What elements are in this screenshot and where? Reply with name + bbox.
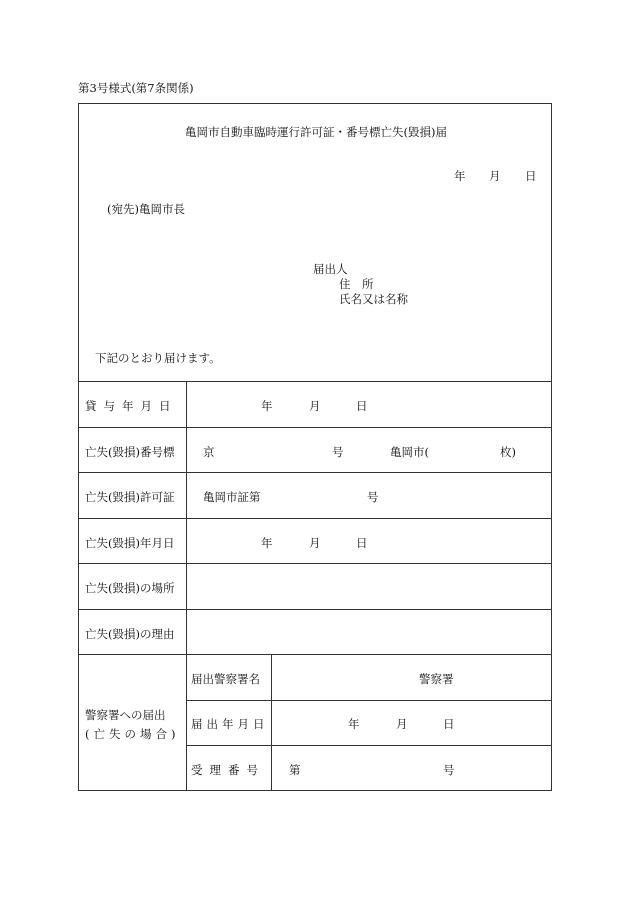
receipt-number-label: 受理番号 [191, 763, 265, 777]
row-divider [79, 381, 551, 382]
police-label-line1: 警察署への届出 [85, 708, 166, 722]
receipt-prefix: 第 [289, 763, 301, 777]
header-date-year: 年 [454, 169, 466, 183]
loss-date-year: 年 [261, 536, 273, 550]
address-label: 住 所 [339, 277, 374, 291]
statement-text: 下記のとおり届けます。 [95, 351, 221, 365]
police-station-label: 届出警察署名 [191, 672, 260, 686]
plate-prefix: 京 [203, 445, 215, 459]
plate-go: 号 [332, 445, 344, 459]
plate-count: 枚) [500, 445, 516, 459]
place-label: 亡失(毀損)の場所 [85, 581, 175, 595]
row-divider [79, 472, 551, 473]
police-station-value: 警察署 [419, 672, 454, 686]
permit-go: 号 [367, 490, 379, 504]
column-divider [186, 381, 187, 790]
receipt-suffix: 号 [443, 763, 455, 777]
loan-date-year: 年 [261, 399, 273, 413]
permit-prefix: 亀岡市証第 [203, 490, 261, 504]
column-divider [271, 654, 272, 790]
police-date-label: 届出年月日 [191, 717, 269, 731]
plate-label: 亡失(毀損)番号標 [85, 445, 175, 459]
loss-date-day: 日 [356, 536, 368, 550]
row-divider [79, 427, 551, 428]
police-label-line2: (亡失の場合) [85, 727, 180, 741]
row-divider [79, 654, 551, 655]
permit-label: 亡失(毀損)許可証 [85, 490, 175, 504]
form-frame [78, 103, 552, 791]
row-divider [79, 563, 551, 564]
row-divider [187, 700, 551, 701]
row-divider [187, 745, 551, 746]
loan-date-month: 月 [309, 399, 321, 413]
police-date-month: 月 [396, 717, 408, 731]
police-date-day: 日 [443, 717, 455, 731]
loan-date-label: 貸与年月日 [85, 399, 178, 413]
addressee: (宛先)亀岡市長 [107, 202, 185, 216]
name-label: 氏名又は名称 [339, 292, 408, 306]
row-divider [79, 609, 551, 610]
form-title: 亀岡市自動車臨時運行許可証・番号標亡失(毀損)届 [185, 125, 447, 139]
loan-date-day: 日 [356, 399, 368, 413]
reason-label: 亡失(毀損)の理由 [85, 627, 175, 641]
loss-date-label: 亡失(毀損)年月日 [85, 536, 175, 550]
header-date-month: 月 [489, 169, 501, 183]
police-date-year: 年 [348, 717, 360, 731]
applicant-label: 届出人 [313, 262, 348, 276]
loss-date-month: 月 [309, 536, 321, 550]
row-divider [79, 518, 551, 519]
form-number-label: 第3号様式(第7条関係) [78, 81, 194, 95]
header-date-day: 日 [525, 169, 537, 183]
plate-city: 亀岡市( [390, 445, 429, 459]
